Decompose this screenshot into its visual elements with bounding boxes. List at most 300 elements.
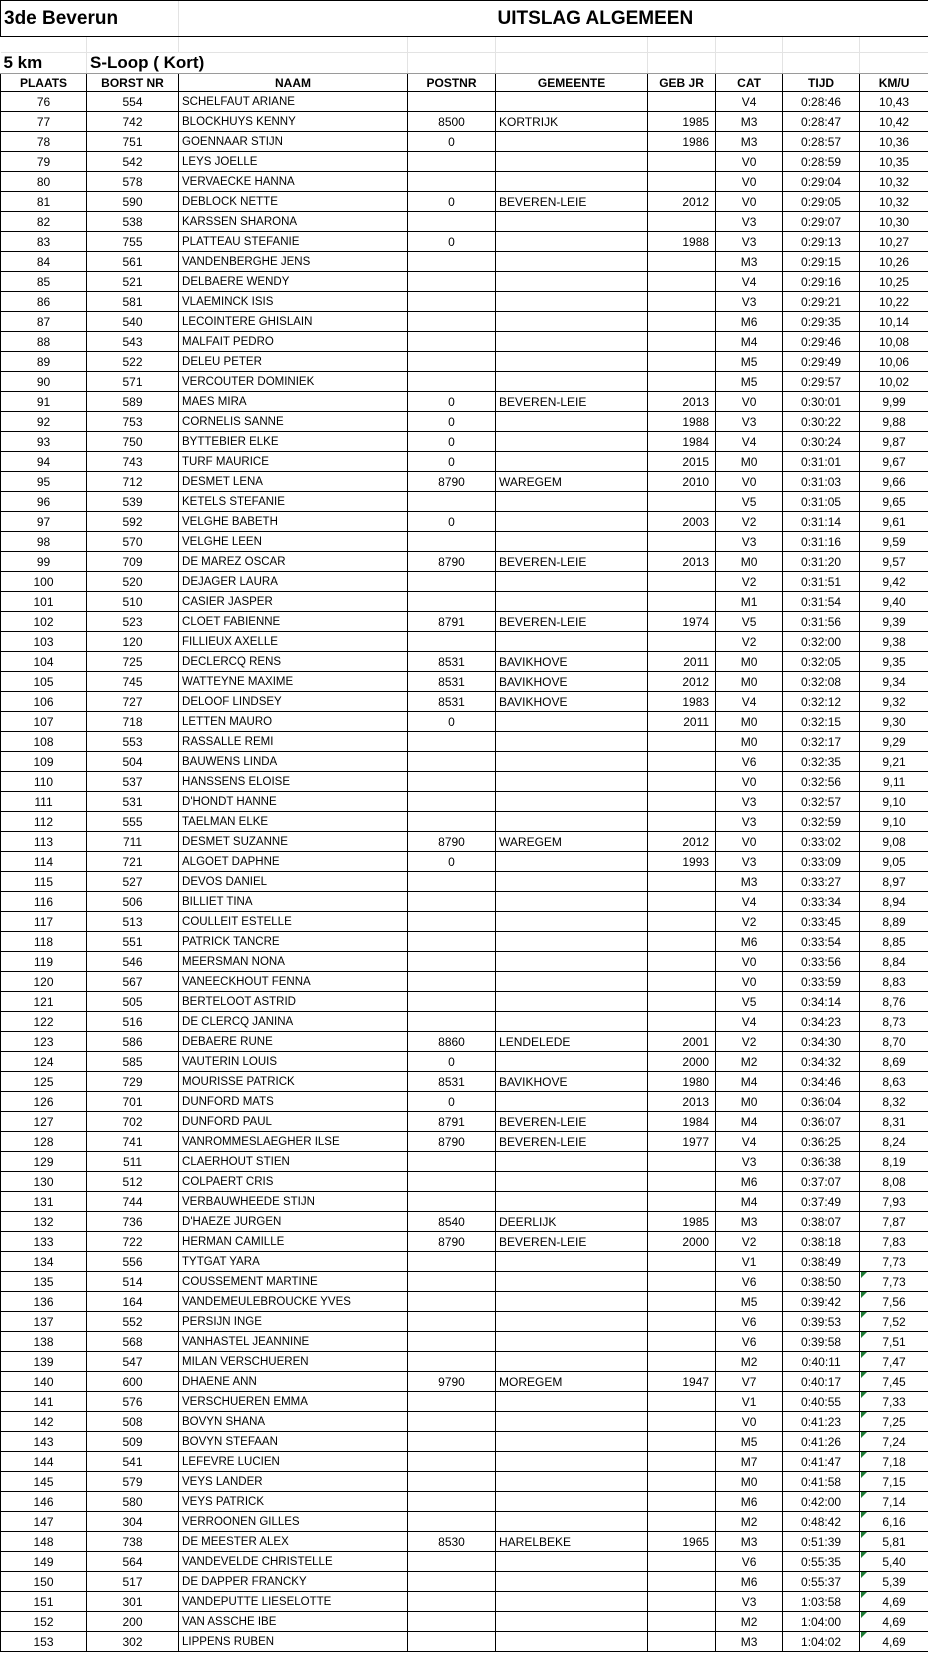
cell-place: 90 xyxy=(1,372,87,392)
cell-speed: 9,61 xyxy=(860,512,928,532)
cell-bib: 736 xyxy=(87,1212,179,1232)
cell-speed: 6,16 xyxy=(860,1512,928,1532)
cell-speed: 9,35 xyxy=(860,652,928,672)
cell-name: VANDEMEULEBROUCKE YVES xyxy=(179,1292,408,1312)
cell-category: M0 xyxy=(716,732,783,752)
cell-name: CASIER JASPER xyxy=(179,592,408,612)
cell-speed: 7,73 xyxy=(860,1272,928,1292)
cell-name: BILLIET TINA xyxy=(179,892,408,912)
cell-speed: 9,21 xyxy=(860,752,928,772)
cell-category: M5 xyxy=(716,1292,783,1312)
cell-time: 0:29:07 xyxy=(783,212,860,232)
cell-time: 0:33:54 xyxy=(783,932,860,952)
table-row xyxy=(1,1492,928,1512)
cell-place: 81 xyxy=(1,192,87,212)
cell-name: WATTEYNE MAXIME xyxy=(179,672,408,692)
table-row xyxy=(1,1192,928,1212)
cell-postcode: 0 xyxy=(408,452,496,472)
cell-bib: 743 xyxy=(87,452,179,472)
cell-time: 0:38:49 xyxy=(783,1252,860,1272)
table-row xyxy=(1,612,928,632)
cell-bib: 539 xyxy=(87,492,179,512)
cell-time: 0:31:05 xyxy=(783,492,860,512)
table-row xyxy=(1,92,928,112)
cell-bib: 554 xyxy=(87,92,179,112)
cell-birth-year xyxy=(648,752,716,772)
cell-town xyxy=(496,912,648,932)
cell-town: WAREGEM xyxy=(496,472,648,492)
cell-postcode xyxy=(408,492,496,512)
cell-postcode xyxy=(408,772,496,792)
cell-postcode: 8790 xyxy=(408,832,496,852)
cell-speed: 7,73 xyxy=(860,1252,928,1272)
cell-birth-year xyxy=(648,732,716,752)
cell-town xyxy=(496,292,648,312)
cell-speed: 10,02 xyxy=(860,372,928,392)
cell-place: 135 xyxy=(1,1272,87,1292)
cell-postcode xyxy=(408,892,496,912)
cell-birth-year xyxy=(648,252,716,272)
cell-category: M3 xyxy=(716,132,783,152)
race-name: S-Loop ( Kort) xyxy=(87,53,408,74)
cell-place: 124 xyxy=(1,1052,87,1072)
cell-bib: 702 xyxy=(87,1112,179,1132)
cell-bib: 722 xyxy=(87,1232,179,1252)
cell-birth-year xyxy=(648,1432,716,1452)
cell-town xyxy=(496,1492,648,1512)
cell-birth-year: 1986 xyxy=(648,132,716,152)
cell-category: V4 xyxy=(716,1012,783,1032)
table-row xyxy=(1,632,928,652)
table-row xyxy=(1,1552,928,1572)
cell-name: DELOOF LINDSEY xyxy=(179,692,408,712)
cell-time: 0:34:14 xyxy=(783,992,860,1012)
cell-birth-year: 2001 xyxy=(648,1032,716,1052)
cell-town xyxy=(496,772,648,792)
cell-town xyxy=(496,592,648,612)
cell-category: M5 xyxy=(716,372,783,392)
cell-postcode xyxy=(408,1012,496,1032)
cell-place: 106 xyxy=(1,692,87,712)
cell-bib: 755 xyxy=(87,232,179,252)
cell-time: 0:36:07 xyxy=(783,1112,860,1132)
cell-town xyxy=(496,952,648,972)
cell-birth-year xyxy=(648,1252,716,1272)
cell-place: 146 xyxy=(1,1492,87,1512)
table-row xyxy=(1,1072,928,1092)
cell-place: 94 xyxy=(1,452,87,472)
cell-birth-year xyxy=(648,1592,716,1612)
cell-speed: 9,32 xyxy=(860,692,928,712)
table-row xyxy=(1,1372,928,1392)
cell-bib: 551 xyxy=(87,932,179,952)
cell-bib: 164 xyxy=(87,1292,179,1312)
cell-speed: 9,11 xyxy=(860,772,928,792)
cell-place: 98 xyxy=(1,532,87,552)
cell-postcode: 8791 xyxy=(408,1112,496,1132)
cell-place: 99 xyxy=(1,552,87,572)
cell-place: 83 xyxy=(1,232,87,252)
cell-place: 105 xyxy=(1,672,87,692)
cell-category: M4 xyxy=(716,1192,783,1212)
cell-name: VANEECKHOUT FENNA xyxy=(179,972,408,992)
cell-speed: 7,45 xyxy=(860,1372,928,1392)
cell-category: M2 xyxy=(716,1512,783,1532)
table-row xyxy=(1,112,928,132)
cell-bib: 516 xyxy=(87,1012,179,1032)
cell-postcode: 9790 xyxy=(408,1372,496,1392)
cell-town: BAVIKHOVE xyxy=(496,692,648,712)
cell-postcode xyxy=(408,992,496,1012)
cell-time: 0:32:05 xyxy=(783,652,860,672)
cell-birth-year: 2012 xyxy=(648,192,716,212)
cell-town xyxy=(496,352,648,372)
table-row xyxy=(1,1272,928,1292)
cell-time: 0:32:59 xyxy=(783,812,860,832)
cell-bib: 120 xyxy=(87,632,179,652)
cell-name: HERMAN CAMILLE xyxy=(179,1232,408,1252)
cell-category: M0 xyxy=(716,652,783,672)
cell-time: 0:33:34 xyxy=(783,892,860,912)
error-indicator-icon xyxy=(861,1412,867,1418)
cell-town xyxy=(496,1412,648,1432)
table-row xyxy=(1,352,928,372)
report-title-text: UITSLAG ALGEMEEN xyxy=(497,8,694,29)
cell-time: 0:36:04 xyxy=(783,1092,860,1112)
column-header-row xyxy=(1,74,928,92)
cell-place: 88 xyxy=(1,332,87,352)
error-indicator-icon xyxy=(861,1292,867,1298)
cell-time: 0:28:46 xyxy=(783,92,860,112)
cell-birth-year xyxy=(648,292,716,312)
cell-postcode xyxy=(408,1512,496,1532)
cell-name: PLATTEAU STEFANIE xyxy=(179,232,408,252)
cell-place: 96 xyxy=(1,492,87,512)
cell-postcode: 0 xyxy=(408,852,496,872)
cell-category: M0 xyxy=(716,672,783,692)
cell-place: 85 xyxy=(1,272,87,292)
cell-birth-year xyxy=(648,1492,716,1512)
table-row xyxy=(1,252,928,272)
cell-birth-year xyxy=(648,632,716,652)
cell-birth-year xyxy=(648,772,716,792)
cell-category: V6 xyxy=(716,1552,783,1572)
cell-category: V3 xyxy=(716,1592,783,1612)
table-row xyxy=(1,992,928,1012)
error-indicator-icon xyxy=(861,1312,867,1318)
cell-time: 0:40:11 xyxy=(783,1352,860,1372)
column-header-category: CAT xyxy=(716,74,783,92)
cell-bib: 581 xyxy=(87,292,179,312)
cell-postcode: 0 xyxy=(408,432,496,452)
cell-postcode xyxy=(408,252,496,272)
cell-town xyxy=(496,1012,648,1032)
cell-name: VANDEVELDE CHRISTELLE xyxy=(179,1552,408,1572)
cell-category: V3 xyxy=(716,232,783,252)
cell-place: 93 xyxy=(1,432,87,452)
cell-bib: 302 xyxy=(87,1632,179,1652)
table-row xyxy=(1,1172,928,1192)
cell-town xyxy=(496,1152,648,1172)
cell-speed: 8,08 xyxy=(860,1172,928,1192)
cell-bib: 522 xyxy=(87,352,179,372)
cell-bib: 570 xyxy=(87,532,179,552)
cell-bib: 542 xyxy=(87,152,179,172)
cell-name: CLAERHOUT STIEN xyxy=(179,1152,408,1172)
cell-category: V0 xyxy=(716,972,783,992)
table-row xyxy=(1,772,928,792)
report-title xyxy=(497,1,928,37)
cell-time: 0:31:51 xyxy=(783,572,860,592)
cell-town xyxy=(496,532,648,552)
cell-birth-year: 2013 xyxy=(648,1092,716,1112)
cell-speed: 4,69 xyxy=(860,1592,928,1612)
table-row xyxy=(1,752,928,772)
cell-time: 0:33:56 xyxy=(783,952,860,972)
cell-birth-year xyxy=(648,372,716,392)
cell-bib: 727 xyxy=(87,692,179,712)
cell-time: 0:32:17 xyxy=(783,732,860,752)
error-indicator-icon xyxy=(861,1332,867,1338)
cell-category: V0 xyxy=(716,392,783,412)
cell-speed: 9,34 xyxy=(860,672,928,692)
cell-postcode xyxy=(408,1352,496,1372)
table-row xyxy=(1,152,928,172)
cell-category: M5 xyxy=(716,352,783,372)
cell-birth-year: 1985 xyxy=(648,112,716,132)
cell-birth-year xyxy=(648,1452,716,1472)
cell-town xyxy=(496,1252,648,1272)
table-row xyxy=(1,732,928,752)
cell-bib: 504 xyxy=(87,752,179,772)
table-row xyxy=(1,532,928,552)
cell-birth-year xyxy=(648,1512,716,1532)
cell-birth-year: 2000 xyxy=(648,1232,716,1252)
cell-name: MOURISSE PATRICK xyxy=(179,1072,408,1092)
cell-time: 0:29:46 xyxy=(783,332,860,352)
cell-birth-year xyxy=(648,1152,716,1172)
cell-category: M4 xyxy=(716,1112,783,1132)
cell-birth-year: 2012 xyxy=(648,832,716,852)
cell-category: V3 xyxy=(716,852,783,872)
cell-town xyxy=(496,452,648,472)
cell-bib: 738 xyxy=(87,1532,179,1552)
cell-town xyxy=(496,372,648,392)
cell-birth-year: 1993 xyxy=(648,852,716,872)
cell-town xyxy=(496,512,648,532)
cell-place: 125 xyxy=(1,1072,87,1092)
error-indicator-icon xyxy=(861,1612,867,1618)
cell-postcode xyxy=(408,972,496,992)
cell-bib: 505 xyxy=(87,992,179,1012)
cell-place: 84 xyxy=(1,252,87,272)
cell-bib: 540 xyxy=(87,312,179,332)
cell-category: V4 xyxy=(716,432,783,452)
cell-name: D'HAEZE JURGEN xyxy=(179,1212,408,1232)
table-row xyxy=(1,1132,928,1152)
cell-postcode xyxy=(408,632,496,652)
cell-speed: 8,32 xyxy=(860,1092,928,1112)
cell-bib: 709 xyxy=(87,552,179,572)
cell-postcode xyxy=(408,792,496,812)
cell-postcode: 0 xyxy=(408,1092,496,1112)
cell-birth-year xyxy=(648,1392,716,1412)
cell-name: DUNFORD PAUL xyxy=(179,1112,408,1132)
cell-place: 149 xyxy=(1,1552,87,1572)
cell-name: DESMET SUZANNE xyxy=(179,832,408,852)
cell-town xyxy=(496,712,648,732)
cell-town xyxy=(496,1512,648,1532)
cell-speed: 9,38 xyxy=(860,632,928,652)
cell-postcode: 8790 xyxy=(408,552,496,572)
error-indicator-icon xyxy=(861,1452,867,1458)
cell-town xyxy=(496,1352,648,1372)
cell-speed: 7,52 xyxy=(860,1312,928,1332)
cell-bib: 523 xyxy=(87,612,179,632)
cell-time: 0:31:01 xyxy=(783,452,860,472)
cell-place: 153 xyxy=(1,1632,87,1652)
table-row xyxy=(1,932,928,952)
table-row xyxy=(1,472,928,492)
cell-name: DELEU PETER xyxy=(179,352,408,372)
cell-postcode: 8500 xyxy=(408,112,496,132)
cell-town: BAVIKHOVE xyxy=(496,652,648,672)
cell-birth-year xyxy=(648,1472,716,1492)
cell-birth-year xyxy=(648,1292,716,1312)
cell-time: 0:28:47 xyxy=(783,112,860,132)
cell-category: V7 xyxy=(716,1372,783,1392)
cell-speed: 10,42 xyxy=(860,112,928,132)
cell-postcode: 8791 xyxy=(408,612,496,632)
cell-place: 112 xyxy=(1,812,87,832)
cell-birth-year xyxy=(648,812,716,832)
cell-place: 123 xyxy=(1,1032,87,1052)
cell-time: 0:33:27 xyxy=(783,872,860,892)
table-row xyxy=(1,132,928,152)
cell-place: 126 xyxy=(1,1092,87,1112)
cell-time: 0:28:57 xyxy=(783,132,860,152)
cell-bib: 546 xyxy=(87,952,179,972)
cell-speed: 10,36 xyxy=(860,132,928,152)
cell-place: 137 xyxy=(1,1312,87,1332)
cell-place: 141 xyxy=(1,1392,87,1412)
cell-place: 132 xyxy=(1,1212,87,1232)
cell-name: VERBAUWHEEDE STIJN xyxy=(179,1192,408,1212)
cell-bib: 506 xyxy=(87,892,179,912)
table-row xyxy=(1,312,928,332)
cell-category: V3 xyxy=(716,792,783,812)
cell-bib: 585 xyxy=(87,1052,179,1072)
cell-town xyxy=(496,1052,648,1072)
cell-name: MILAN VERSCHUEREN xyxy=(179,1352,408,1372)
cell-place: 82 xyxy=(1,212,87,232)
cell-time: 0:32:12 xyxy=(783,692,860,712)
table-row xyxy=(1,492,928,512)
table-row xyxy=(1,232,928,252)
table-row xyxy=(1,1032,928,1052)
column-header-time: TIJD xyxy=(783,74,860,92)
cell-speed: 7,93 xyxy=(860,1192,928,1212)
cell-birth-year xyxy=(648,1412,716,1432)
cell-time: 0:38:18 xyxy=(783,1232,860,1252)
cell-town xyxy=(496,812,648,832)
cell-time: 0:40:55 xyxy=(783,1392,860,1412)
cell-time: 0:34:32 xyxy=(783,1052,860,1072)
table-row xyxy=(1,572,928,592)
cell-place: 114 xyxy=(1,852,87,872)
cell-name: DUNFORD MATS xyxy=(179,1092,408,1112)
cell-town: LENDELEDE xyxy=(496,1032,648,1052)
cell-postcode xyxy=(408,1612,496,1632)
table-row xyxy=(1,372,928,392)
cell-bib: 531 xyxy=(87,792,179,812)
cell-postcode xyxy=(408,1252,496,1272)
cell-bib: 561 xyxy=(87,252,179,272)
cell-category: V2 xyxy=(716,632,783,652)
cell-speed: 9,29 xyxy=(860,732,928,752)
cell-name: TAELMAN ELKE xyxy=(179,812,408,832)
table-row xyxy=(1,1252,928,1272)
cell-speed: 7,25 xyxy=(860,1412,928,1432)
cell-town xyxy=(496,272,648,292)
cell-birth-year: 2015 xyxy=(648,452,716,472)
cell-name: SCHELFAUT ARIANE xyxy=(179,92,408,112)
cell-speed: 10,08 xyxy=(860,332,928,352)
table-row xyxy=(1,672,928,692)
cell-category: M3 xyxy=(716,252,783,272)
cell-birth-year xyxy=(648,1552,716,1572)
cell-bib: 580 xyxy=(87,1492,179,1512)
cell-speed: 9,65 xyxy=(860,492,928,512)
cell-town xyxy=(496,1592,648,1612)
cell-birth-year: 1984 xyxy=(648,432,716,452)
cell-birth-year xyxy=(648,152,716,172)
cell-time: 0:32:08 xyxy=(783,672,860,692)
cell-place: 127 xyxy=(1,1112,87,1132)
cell-bib: 521 xyxy=(87,272,179,292)
cell-bib: 564 xyxy=(87,1552,179,1572)
table-row xyxy=(1,832,928,852)
cell-category: V5 xyxy=(716,492,783,512)
cell-name: BYTTEBIER ELKE xyxy=(179,432,408,452)
cell-birth-year: 1977 xyxy=(648,1132,716,1152)
cell-time: 0:33:02 xyxy=(783,832,860,852)
cell-place: 133 xyxy=(1,1232,87,1252)
table-row xyxy=(1,652,928,672)
table-row xyxy=(1,972,928,992)
cell-place: 128 xyxy=(1,1132,87,1152)
cell-birth-year xyxy=(648,572,716,592)
cell-bib: 729 xyxy=(87,1072,179,1092)
cell-bib: 541 xyxy=(87,1452,179,1472)
cell-bib: 517 xyxy=(87,1572,179,1592)
cell-place: 91 xyxy=(1,392,87,412)
cell-name: HANSSENS ELOISE xyxy=(179,772,408,792)
cell-place: 151 xyxy=(1,1592,87,1612)
cell-postcode: 8790 xyxy=(408,1132,496,1152)
cell-town xyxy=(496,172,648,192)
cell-town: DEERLIJK xyxy=(496,1212,648,1232)
cell-speed: 9,66 xyxy=(860,472,928,492)
table-row xyxy=(1,1452,928,1472)
cell-time: 0:31:03 xyxy=(783,472,860,492)
cell-name: D'HONDT HANNE xyxy=(179,792,408,812)
table-row xyxy=(1,912,928,932)
cell-time: 0:41:47 xyxy=(783,1452,860,1472)
cell-town xyxy=(496,792,648,812)
cell-town xyxy=(496,92,648,112)
cell-place: 138 xyxy=(1,1332,87,1352)
